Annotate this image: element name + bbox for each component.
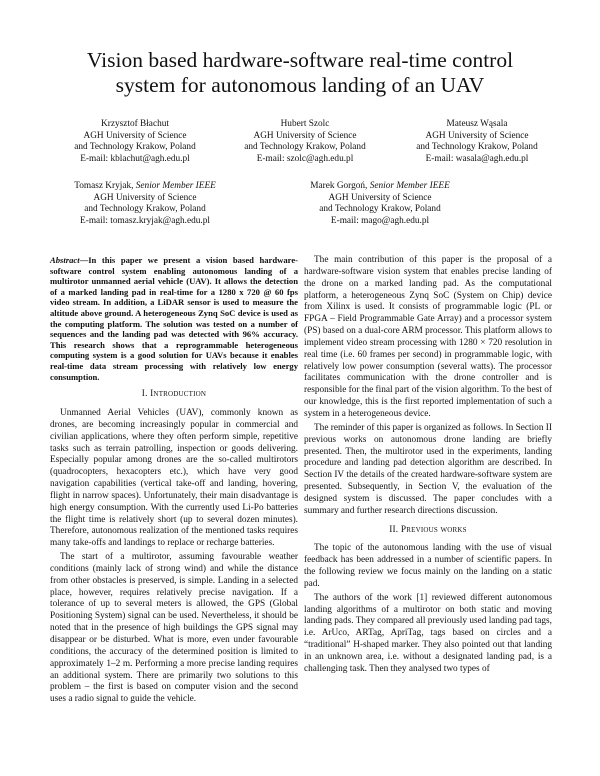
section-heading: I. Introduction bbox=[141, 389, 207, 400]
author-name: Tomasz Kryjak, Senior Member IEEE bbox=[74, 181, 216, 191]
paragraph: The reminder of this paper is organized as follows. In Section II previous works on autonomous drone landing are briefly presented. Then, the multirotor used in the experiments, landing procedure and landing pad detection algorithm are described. In Section IV the details of the created hardware-software system are presented. Subsequently, in Section V, the evaluation of the designed system is discussed. The paper concludes with a summary and further research directions discussion. bbox=[304, 422, 552, 516]
author-email: E-mail: szolc@agh.edu.pl bbox=[256, 154, 354, 165]
title-line-1: Vision based hardware-software real-time control bbox=[86, 48, 514, 72]
paragraph: The main contribution of this paper is the proposal of a hardware-software vision system that enables precise landing of the drone on a marked landing pad. As the computational platform, a heterogeneous Zynq SoC (System on Chip) device from Xilinx is used. It consists of programmable logic (PL or FPGA – Field Programmable Gate Array) and a processor system (PS) based on a dual-core ARM processor. This platform allows to implement video stream processing with 1280 × 720 resolution in real time (i.e. 60 frames per second) in programmable logic, with relatively low power consumption (several watts). The processor facilitates communication with the drone controller and is responsible for the final part of the vision algorithm. To the best of our knowledge, this is the first reported implementation of such a system in a heterogeneous device. bbox=[304, 255, 552, 419]
title-line-2: system for autonomous landing of an UAV bbox=[115, 73, 485, 97]
author-affiliation: AGH University of Science bbox=[93, 192, 197, 203]
author-affiliation: and Technology Krakow, Poland bbox=[416, 142, 538, 153]
author-name: Mateusz Wąsala bbox=[446, 119, 508, 129]
abstract-text: —In this paper we present a vision based hardware-software control system enabling autonomous landing of a multirotor unmanned aerial vehicle (UAV). It allows the detection of a marked landing pad in real-time for a 1280 x 720 @ 60 fps video stream. In addition, a LiDAR sensor is used to measure the altitude above ground. A heterogeneous Zynq SoC device is used as the computing platform. The solution was tested on a number of sequences and the landing pad was detected with 96% accuracy. This research shows that a reprogrammable heterogeneous computing system is a good solution for UAVs because it enables real-time data stream processing with relatively low energy consumption. bbox=[50, 255, 298, 382]
author-name: Hubert Szolc bbox=[280, 119, 330, 129]
left-column bbox=[50, 255, 298, 706]
paragraph: Unmanned Aerial Vehicles (UAV), commonly known as drones, are becoming increasingly popular in commercial and civilian applications, where they often perform simple, repetitive tasks such as terrain patrolling, inspection or goods delivering. Especially popular among drones are the so-called multirotors (quadrocopters, hexacopters etc.), which have very good navigation capabilities (vertical take-off and landing, hovering, flight in narrow spaces). Unfortunately, their main disadvantage is high energy consumption. With the currently used Li-Po batteries the flight time is relatively short (up to several dozen minutes). Therefore, autonomous realization of the mentioned tasks requires many take-offs and landings to replace or recharge batteries. bbox=[50, 407, 298, 549]
author-block bbox=[412, 119, 542, 166]
author-role: Senior Member IEEE bbox=[369, 181, 450, 191]
author-affiliation: and Technology Krakow, Poland bbox=[74, 142, 196, 153]
author-block bbox=[40, 181, 250, 228]
author-email: E-mail: tomasz.kryjak@agh.edu.pl bbox=[80, 216, 210, 227]
author-affiliation: and Technology Krakow, Poland bbox=[319, 204, 441, 215]
section-heading: II. Previous works bbox=[389, 524, 467, 535]
author-affiliation: and Technology Krakow, Poland bbox=[84, 204, 206, 215]
author-email: E-mail: mago@agh.edu.pl bbox=[330, 216, 430, 227]
abstract-lead: Abstract bbox=[50, 255, 80, 265]
author-affiliation: and Technology Krakow, Poland bbox=[244, 142, 366, 153]
author-block bbox=[70, 119, 200, 166]
abstract bbox=[50, 255, 298, 382]
author-name: Krzysztof Błachut bbox=[101, 119, 169, 129]
paper-title bbox=[40, 48, 560, 98]
author-email: E-mail: kblachut@agh.edu.pl bbox=[80, 154, 190, 165]
author-affiliation: AGH University of Science bbox=[328, 192, 432, 203]
right-column bbox=[304, 255, 552, 676]
author-affiliation: AGH University of Science bbox=[253, 130, 357, 141]
author-name: Marek Gorgoń, Senior Member IEEE bbox=[310, 181, 450, 191]
author-email: E-mail: wasala@agh.edu.pl bbox=[425, 154, 529, 165]
author-affiliation: AGH University of Science bbox=[83, 130, 187, 141]
author-block bbox=[240, 119, 370, 166]
paragraph: The start of a multirotor, assuming favourable weather conditions (mainly lack of strong wind) and while the distance from other obstacles is preserved, is simple. Landing in a selected place, however, requires relatively precise navigation. If a tolerance of up to several meters is allowed, the GPS (Global Positioning System) signal can be used. Nevertheless, it should be noted that in the presence of high buildings the GPS signal may disappear or be disturbed. What is more, even under favourable conditions, the accuracy of the determined position is limited to approximately 1–2 m. Performing a more precise landing requires an additional system. There are primarily two solutions to this problem – the first is based on computer vision and the second uses a radio signal to guide the vehicle. bbox=[50, 552, 298, 705]
author-affiliation: AGH University of Science bbox=[425, 130, 529, 141]
paragraph: The topic of the autonomous landing with the use of visual feedback has been addressed in a number of scientific papers. In the following review we focus mainly on the landing on a static pad. bbox=[304, 543, 552, 589]
author-role: Senior Member IEEE bbox=[135, 181, 216, 191]
paragraph: The authors of the work [1] reviewed different autonomous landing algorithms of a multirotor on both static and moving landing pads. They compared all previously used landing pad tags, i.e. ArUco, ARTag, ApriTag, tags based on circles and a “traditional” H-shaped marker. They also pointed out that landing in an unknown area, i.e. without a designated landing pad, is a challenging task. Then they analysed two types of bbox=[304, 592, 552, 674]
author-block bbox=[275, 181, 485, 228]
